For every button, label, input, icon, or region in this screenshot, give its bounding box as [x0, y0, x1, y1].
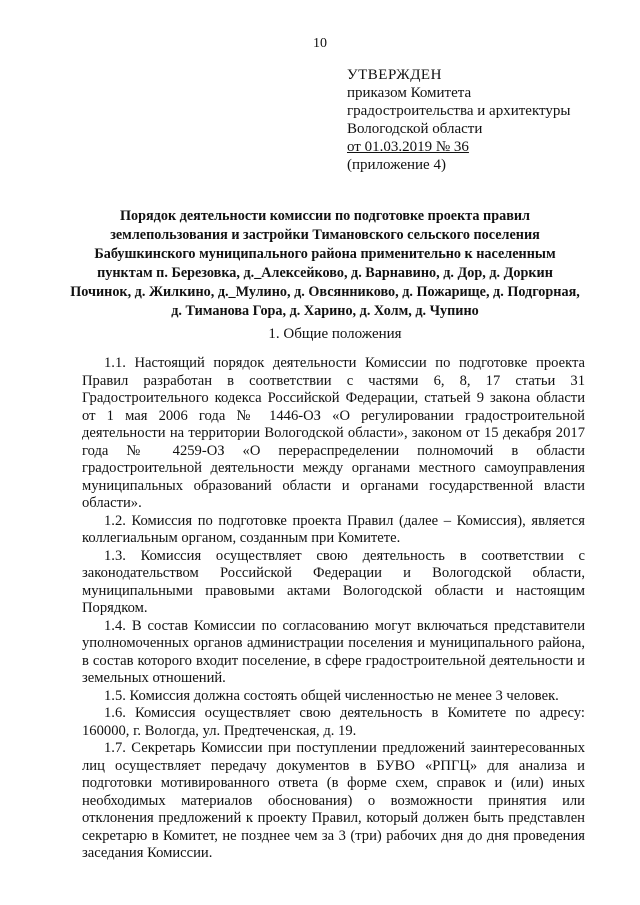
paragraph-1-2: 1.2. Комиссия по подготовке проекта Правил (далее – Комиссия), является коллегиальным органом, созданным при Комитете.	[82, 512, 585, 546]
paragraph-1-1: 1.1. Настоящий порядок деятельности Комиссии по подготовке проекта Правил разработан в соответствии с частями 6, 8, 17 статьи 31 Градостроительного кодекса Российской Федерации, статьей 9 закона области от 1 мая 2006 года № 1446-ОЗ «О регулировании градостроительной деятельности на территории Вологодской области», законом от 15 декабря 2017 года № 4259-ОЗ «О перераспределении полномочий в области градостроительной деятельности между органами местного самоуправления муниципальных образований области и органами государственной власти области».	[82, 355, 585, 511]
section-heading: 1. Общие положения	[268, 326, 402, 342]
approval-line-3: Вологодской области	[347, 121, 483, 137]
paragraph-1-7: 1.7. Секретарь Комиссии при поступлении предложений заинтересованных лиц осуществляет передачу документов в БУВО «РПГЦ» для анализа и подготовки мотивированного ответа (в форме схем, справок и (или) иных необходимых материалов обоснования) о возможности принятия или отклонения предложений к проекту Правил, который должен быть представлен секретарю в Комитет, не позднее чем за 3 (три) рабочих дня до дня проведения заседания Комиссии.	[82, 740, 585, 861]
approval-title: УТВЕРЖДЕН	[347, 67, 442, 83]
page-number: 10	[313, 36, 327, 51]
approval-appendix: (приложение 4)	[347, 157, 446, 173]
document-body	[82, 355, 585, 863]
approval-line-1: приказом Комитета	[347, 85, 472, 101]
paragraph-1-5: 1.5. Комиссия должна состоять общей численностью не менее 3 человек.	[104, 687, 559, 704]
paragraph-1-4: 1.4. В состав Комиссии по согласованию могут включаться представители уполномоченных органов администрации поселения и муниципального района, в состав которого входит поселение, в сфере градостроительной деятельности и земельных отношений.	[82, 617, 585, 686]
document-title: Порядок деятельности комиссии по подготовке проекта правил землепользования и застройки Тимановского сельского поселения Бабушкинского муниципального района применительно к населенным пунктам п. Березовка, д._Алексейково, д. Варнавино, д. Дор, д. Доркин Починок, д. Жилкино, д._Мулино, д. Овсянниково, д. Пожарище, д. Подгорная, д. Тиманова Гора, д. Харино, д. Холм, д. Чупино	[70, 208, 580, 319]
approval-stamp	[347, 66, 607, 174]
approval-order-number: от 01.03.2019 № 36	[347, 139, 469, 155]
approval-line-2: градостроительства и архитектуры	[347, 103, 571, 119]
paragraph-1-3: 1.3. Комиссия осуществляет свою деятельность в соответствии с законодательством Российской Федерации и Вологодской области, муниципальными правовыми актами Вологодской области и настоящим Порядком.	[82, 547, 585, 616]
paragraph-1-6: 1.6. Комиссия осуществляет свою деятельность в Комитете по адресу: 160000, г. Вологда, ул. Предтеченская, д. 19.	[82, 705, 585, 739]
